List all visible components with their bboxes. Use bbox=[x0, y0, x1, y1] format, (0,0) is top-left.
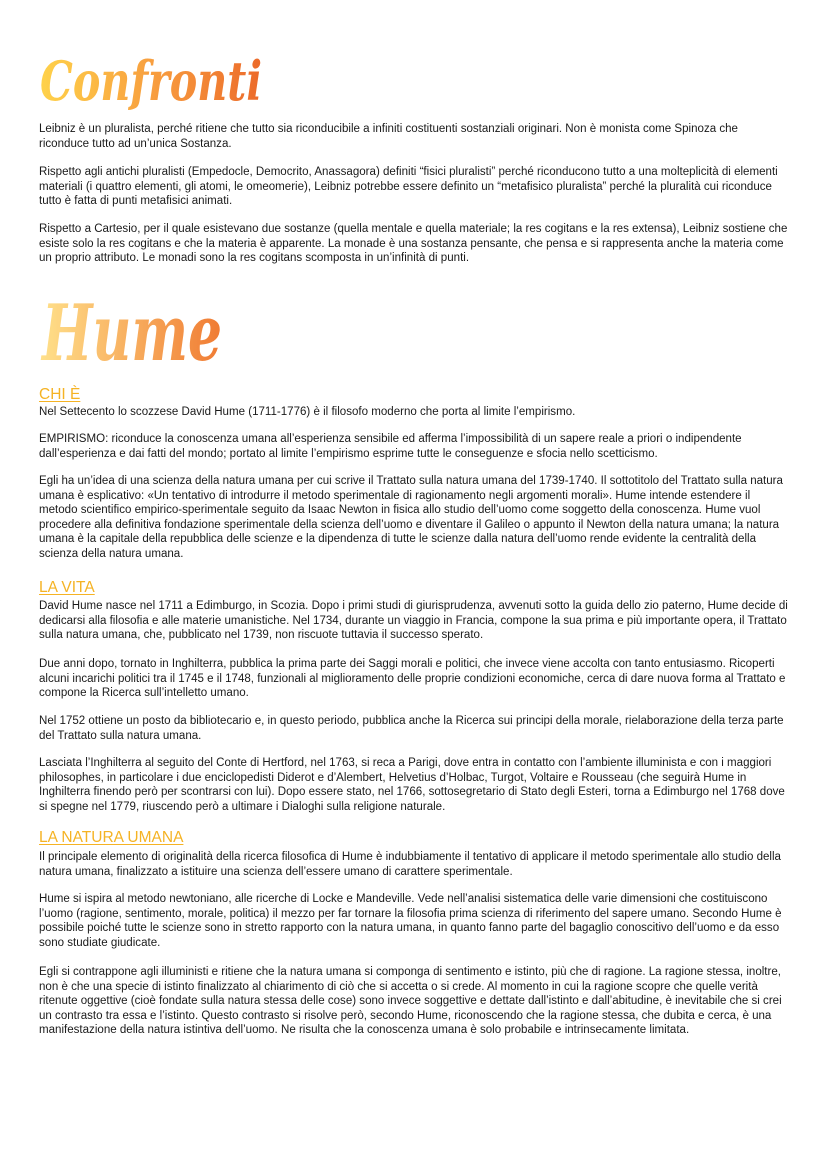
la-vita-body bbox=[39, 714, 791, 743]
confronti-section bbox=[39, 165, 791, 209]
paragraph: Egli ha un’idea di una scienza della natura umana per cui scrive il Trattato sulla natura umana del 1739-1740. Il sottotitolo del Trattato sulla natura umana è esplicativo: «Un tentativo di introdurre il metodo sperimentale di ragionamento negli argomenti morali». Hume intende estendere il metodo scientifico empirico-sperimentale seguito da Isaac Newton in fisica allo studio dell’uomo come soggetto della conoscenza. Hume vuol procedere alla definitiva fondazione sperimentale della scienza dell’uomo e diventare il Galileo o appunto il Newton della natura umana; la natura umana è la capitale della repubblica delle scienze e la dipendenza di tutte le scienze dalla natura dell’uomo rende evidente la centralità della scienza della natura umana. bbox=[39, 475, 783, 560]
confronti-title-text: Confronti bbox=[40, 49, 262, 113]
chi-e-body bbox=[39, 474, 791, 562]
chi-e-body bbox=[39, 405, 791, 420]
section-heading-la-vita: LA VITA bbox=[39, 579, 95, 596]
chi-e-section bbox=[39, 386, 791, 404]
paragraph: EMPIRISMO: riconduce la conoscenza umana all’esperienza sensibile ed afferma l’impossibilità di un sapere reale a priori o indipendente dall’esperienza e dai fatti del mondo; portato al limite l’empirismo esprime tutte le conseguenze e sfocia nello scetticismo. bbox=[39, 433, 742, 460]
paragraph: Il principale elemento di originalità della ricerca filosofica di Hume è indubbiamente il tentativo di applicare il metodo sperimentale allo studio della natura umana, finalizzato a istituire una scienza dell’essere umano di carattere sperimentale. bbox=[39, 851, 781, 878]
la-vita-body bbox=[39, 599, 791, 643]
paragraph: Rispetto a Cartesio, per il quale esistevano due sostanze (quella mentale e quella materiale; la res cogitans e la res extensa), Leibniz sostiene che esiste solo la res cogitans e che la materia è apparente. La monade è una sostanza pensante, che pensa e si rappresenta anche la materia come un proprio attributo. Le monadi sono la res cogitans scomposta in un’infinità di punti. bbox=[39, 223, 788, 265]
paragraph: Leibniz è un pluralista, perché ritiene che tutto sia riconducibile a infiniti costituenti sostanziali originari. Non è monista come Spinoza che riconduce tutto ad un’unica Sostanza. bbox=[39, 123, 738, 150]
paragraph: Lasciata l’Inghilterra al seguito del Conte di Hertford, nel 1763, si reca a Parigi, dove entra in contatto con l’ambiente illuminista e con i maggiori philosophes, in particolare i due enciclopedisti Diderot e d’Alembert, Helvetius d’Holbac, Turgot, Voltaire e Rousseau (che seguirà Hume in Inghilterra finendo però per scontrarsi con lui). Dopo essere stato, nel 1766, sottosegretario di Stato degli Esteri, torna a Edimburgo nel 1768 dove si spegne nel 1779, riuscendo però a ultimare i Dialoghi sulla religione naturale. bbox=[39, 757, 785, 813]
la-vita-section bbox=[39, 579, 791, 597]
paragraph: Nel 1752 ottiene un posto da bibliotecario e, in questo periodo, pubblica anche la Ricerca sui principi della morale, rielaborazione della terza parte del Trattato sulla natura umana. bbox=[39, 715, 784, 742]
section-heading-chi-e: CHI È bbox=[39, 386, 81, 403]
natura-umana-body bbox=[39, 965, 791, 1038]
chi-e-body bbox=[39, 432, 791, 461]
paragraph: Nel Settecento lo scozzese David Hume (1711-1776) è il filosofo moderno che porta al limite l’empirismo. bbox=[39, 406, 576, 418]
natura-umana-section bbox=[39, 829, 791, 847]
paragraph: Hume si ispira al metodo newtoniano, alle ricerche di Locke e Mandeville. Vede nell’analisi sistematica delle varie dimensioni che costituiscono l’uomo (ragione, sentimento, morale, politica) il mezzo per far tornare la filosofia prima scienza di riferimento del sapere umano. Secondo Hume è possibile poiché tutte le scienze sono in stretto rapporto con la natura umana, in quanto fanno parte del bagaglio conoscitivo dell’uomo e da esso sono studiate giudicate. bbox=[39, 893, 782, 949]
confronti-section bbox=[39, 122, 791, 151]
confronti-title bbox=[34, 36, 274, 116]
hume-title bbox=[34, 282, 234, 379]
la-vita-body bbox=[39, 657, 791, 701]
paragraph: David Hume nasce nel 1711 a Edimburgo, in Scozia. Dopo i primi studi di giurisprudenza, avvenuti sotto la guida dello zio paterno, Hume decide di dedicarsi alla filosofia e alle materie umanistiche. Nel 1734, durante un viaggio in Francia, compone la sua prima e più importante opera, il Trattato sulla natura umana, che, pubblicato nel 1739, non riscuote tuttavia il successo sperato. bbox=[39, 600, 788, 642]
la-vita-body bbox=[39, 756, 791, 814]
hume-title-text: Hume bbox=[40, 288, 222, 379]
confronti-section bbox=[39, 222, 791, 266]
section-heading-natura-umana: LA NATURA UMANA bbox=[39, 829, 184, 846]
natura-umana-body bbox=[39, 892, 791, 950]
natura-umana-body bbox=[39, 850, 791, 879]
paragraph: Rispetto agli antichi pluralisti (Empedocle, Democrito, Anassagora) definiti “fisici pluralisti” perché riconducono tutto a una molteplicità di elementi materiali (i quattro elementi, gli atomi, le omeomerie), Leibniz potrebbe essere definito un “metafisico pluralista” perché la pluralità cui riconduce tutto è fatta di punti metafisici animati. bbox=[39, 166, 778, 208]
paragraph: Due anni dopo, tornato in Inghilterra, pubblica la prima parte dei Saggi morali e politici, che invece viene accolta con tanto entusiasmo. Ricoperti alcuni incarichi politici tra il 1745 e il 1748, funzionali al miglioramento delle proprie condizioni economiche, cerca di dare nuova forma al Trattato e compone la Ricerca sull’intelletto umano. bbox=[39, 658, 786, 700]
paragraph: Egli si contrappone agli illuministi e ritiene che la natura umana si componga di sentimento e istinto, più che di ragione. La ragione stessa, inoltre, non è che una specie di istinto finalizzato al chiarimento di ciò che si accetta o si crede. Al momento in cui la ragione scopre che quelle verità ritenute oggettive (cioè fondate sulla natura stessa delle cose) sono invece soggettive e dettate dall’istinto e dall’abitudine, è inevitabile che si crei un contrasto tra essa e l’istinto. Questo contrasto si risolve però, secondo Hume, riconoscendo che la ragione stessa, che dubita e cerca, è una manifestazione della natura istintiva dell’uomo. Ne risulta che la conoscenza umana è solo probabile e intrinsecamente limitata. bbox=[39, 966, 782, 1037]
